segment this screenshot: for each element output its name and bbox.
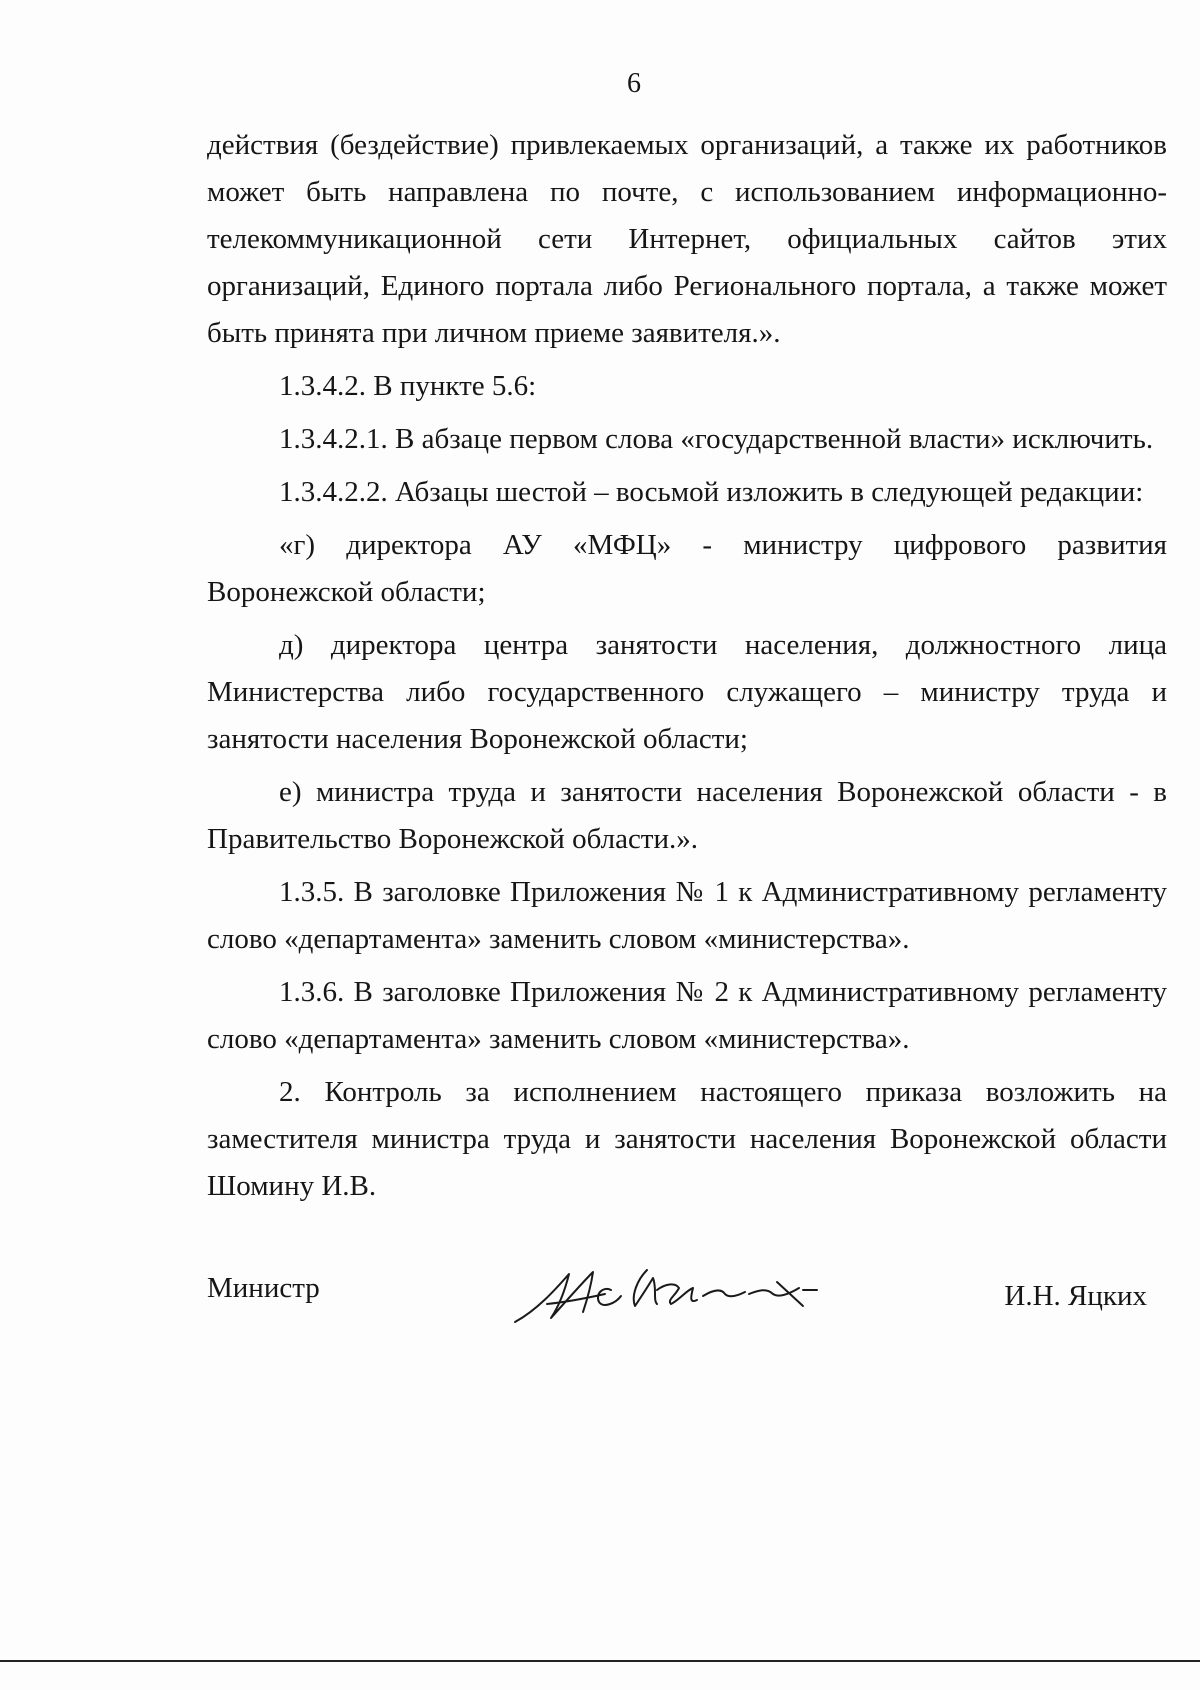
paragraph-1-3-4-2-2: 1.3.4.2.2. Абзацы шестой – восьмой изложить в следующей редакции: — [279, 476, 1144, 508]
paragraph-item-g: «г) директора АУ «МФЦ» - министру цифрового развития Воронежской области; — [207, 529, 1167, 608]
paragraph-1-3-5: 1.3.5. В заголовке Приложения № 1 к Административному регламенту слово «департамента» заменить словом «министерства». — [207, 876, 1167, 955]
paragraph-1-3-6: 1.3.6. В заголовке Приложения № 2 к Административному регламенту слово «департамента» заменить словом «министерства». — [207, 976, 1167, 1055]
paragraph-item-e: е) министра труда и занятости населения Воронежской области - в Правительство Воронежской области.». — [207, 776, 1167, 855]
paragraph-item-d: д) директора центра занятости населения, должностного лица Министерства либо государственного служащего – министру труда и занятости населения Воронежской области; — [207, 629, 1167, 755]
page-number: 6 — [627, 68, 641, 99]
paragraph-continuation: действия (бездействие) привлекаемых организаций, а также их работников может быть направлена по почте, с использованием информационно-телекоммуникационной сети Интернет, официальных сайтов этих организаций, Единого портала либо Регионального портала, а также может быть принята при личном приеме заявителя.». — [207, 129, 1167, 349]
signatory-title: Министр — [207, 1272, 320, 1304]
signatory-name: И.Н. Яцких — [1004, 1280, 1147, 1312]
paragraph-1-3-4-2-1: 1.3.4.2.1. В абзаце первом слова «государственной власти» исключить. — [279, 423, 1154, 455]
signature-block — [207, 1260, 1167, 1340]
paragraph-2-control: 2. Контроль за исполнением настоящего приказа возложить на заместителя министра труда и занятости населения Воронежской области Шомину И.В. — [207, 1076, 1167, 1202]
footer-divider — [0, 1660, 1200, 1662]
handwritten-signature — [507, 1260, 827, 1330]
paragraph-1-3-4-2: 1.3.4.2. В пункте 5.6: — [279, 370, 537, 402]
document-body — [207, 122, 1167, 1210]
